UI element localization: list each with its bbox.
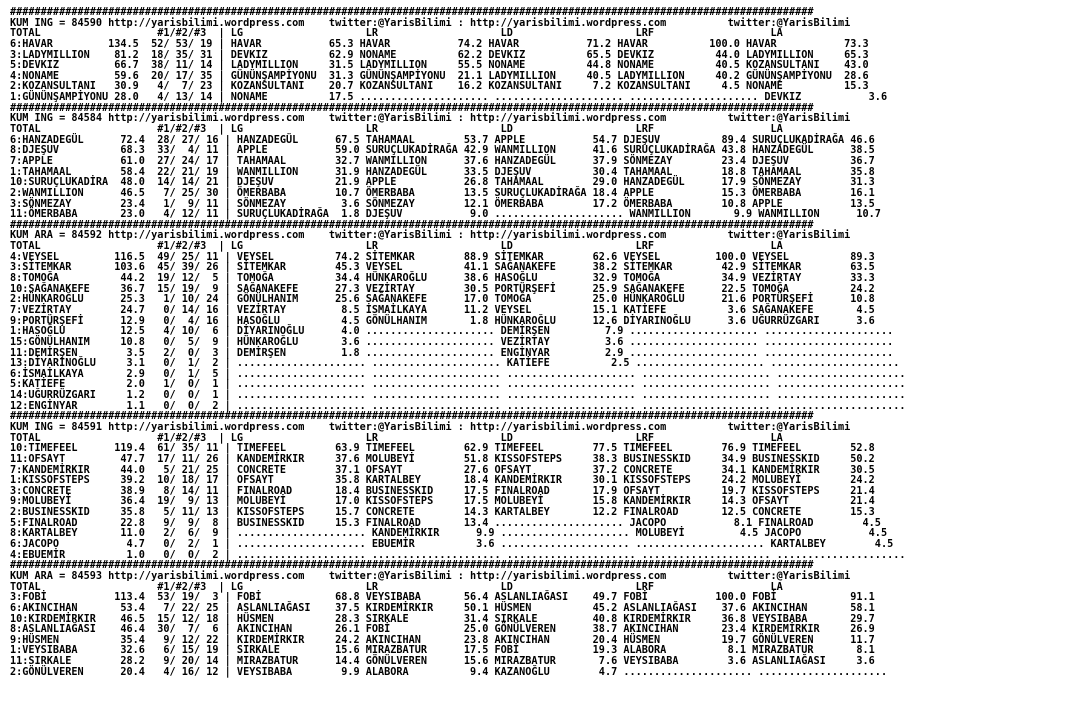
data-row: 8:ASLANLIAĞASI 46.4 30/ 7/ 6 | AKINCIHAN 26.1 FOBİ 25.0 GÖNÜLVEREN 38.7 AKINCIHAN 23.4 KIRDEMİRKIR 26.9 <box>10 624 875 636</box>
column-header-line: TOTAL #1/#2/#3 | LG LR LD LRF LA <box>10 241 783 253</box>
column-header-line: TOTAL #1/#2/#3 | LG LR LD LRF LA <box>10 581 783 593</box>
data-row: 4:NONAME 59.6 20/ 17/ 35 | GÜNÜNŞAMPİYONU 31.3 GÜNÜNŞAMPİYONU 21.1 LADYMILLION 40.5 LADYMILLION 40.2 GÜNÜNŞAMPİYONU 28.6 <box>10 70 869 82</box>
separator-line: ################################################################################################################################### <box>10 102 814 114</box>
data-row: 11:OFSAYT 47.7 17/ 11/ 26 | KANDEMİRKIR 37.6 MOLUBEYİ 51.8 KISSOFSTEPS 38.3 BUSINESSKID 34.9 BUSINESSKID 50.2 <box>10 453 875 465</box>
column-header-line: TOTAL #1/#2/#3 | LG LR LD LRF LA <box>10 28 783 40</box>
data-row: 3:SİTEMKAR 103.6 45/ 39/ 26 | SİTEMKAR 45.3 VEYSEL 41.1 SAĞANAKEFE 38.2 SİTEMKAR 42.9 SİTEMKAR 63.5 <box>10 262 875 274</box>
data-row: 15:GÖNÜLHANIM 10.8 0/ 5/ 9 | HÜNKAROĞLU 3.6 ..................... VEZİRTAY 3.6 ..................... ..................... <box>10 336 894 348</box>
data-row: 1:GÜNÜNŞAMPİYONU 28.0 4/ 13/ 14 | NONAME 17.5 ..................... ..................... ..................... DEVKIZ 3.6 <box>10 92 888 104</box>
data-row: 9:HÜSMEN 35.4 9/ 12/ 22 | KIRDEMİRKIR 24.2 AKINCIHAN 23.8 AKINCIHAN 20.4 HÜSMEN 19.7 GÖNÜLVEREN 11.7 <box>10 634 875 646</box>
data-row: 5:FINALROAD 22.8 9/ 9/ 8 | BUSINESSKID 15.3 FINALROAD 13.4 ..................... JACOPO 8.1 FINALROAD 4.5 <box>10 517 881 529</box>
data-row: 7:APPLE 61.0 27/ 24/ 17 | TAHAMAAL 32.7 WANMILLION 37.6 HANZADEGÜL 37.9 SÖNMEZAY 23.4 DJEŞUV 36.7 <box>10 155 875 167</box>
data-row: 6:HANZADEGÜL 72.4 28/ 27/ 16 | HANZADEGÜL 67.5 TAHAMAAL 53.7 APPLE 54.7 DJEŞUV 89.4 SURUÇLUKADİRAĞA 46.6 <box>10 134 875 146</box>
data-row: 6:İSMAİLKAYA 2.9 0/ 1/ 5 | ..................... ..................... ..................... ..................... ..................... <box>10 368 906 380</box>
data-row: 10:TIMEFEEL 119.4 61/ 35/ 11 | TIMEFEEL 63.9 TIMEFEEL 62.9 TIMEFEEL 77.5 TIMEFEEL 76.9 TIMEFEEL 52.8 <box>10 443 875 455</box>
data-row: 1:KISSOFSTEPS 39.2 10/ 18/ 17 | OFSAYT 35.8 KARTALBEY 18.4 KANDEMİRKIR 30.1 KISSOFSTEPS 24.2 MOLUBEYİ 24.2 <box>10 475 875 487</box>
data-row: 7:KANDEMİRKIR 44.0 5/ 21/ 25 | CONCRETE 37.1 OFSAYT 27.6 OFSAYT 37.2 CONCRETE 34.1 KANDEMİRKIR 30.5 <box>10 464 875 476</box>
data-row: 8:DJEŞUV 68.3 33/ 4/ 11 | APPLE 59.0 SURUÇLUKADİRAĞA 42.9 WANMILLION 41.6 SURUÇLUKADİRAĞA 43.8 HANZADEGÜL 38.5 <box>10 145 875 157</box>
race-header-line: KUM ING = 84590 http://yarisbilimi.wordpress.com twitter:@YarisBilimi : http://yarisbilimi.wordpress.com twitter:@YarisBilimi <box>10 17 851 29</box>
data-row: 3:FOBİ 113.4 53/ 19/ 3 | FOBİ 68.8 VEYSIBABA 56.4 ASLANLIAĞASI 49.7 FOBİ 100.0 FOBİ 91.1 <box>10 592 875 604</box>
data-row: 11:ÖMERBABA 23.0 4/ 12/ 11 | SURUÇLUKADİRAĞA 1.8 DJEŞUV 9.0 ..................... WANMILLION 9.9 WANMILLION 10.7 <box>10 209 881 221</box>
data-row: 2:KOZANSULTANI 30.9 4/ 7/ 23 | KOZANSULTANI 20.7 KOZANSULTANI 16.2 KOZANSULTANI 7.2 KOZANSULTANI 4.5 NONAME 15.3 <box>10 81 869 93</box>
data-row: 6:AKINCIHAN 53.4 7/ 22/ 25 | ASLANLIAĞASI 37.5 KIRDEMİRKIR 50.1 HÜSMEN 45.2 ASLANLIAĞASI 37.6 AKINCIHAN 58.1 <box>10 602 875 614</box>
data-row: 4:VEYSEL 116.5 49/ 25/ 11 | VEYSEL 74.2 SİTEMKAR 88.9 SİTEMKAR 62.6 VEYSEL 100.0 VEYSEL 89.3 <box>10 251 875 263</box>
separator-line: ################################################################################################################################### <box>10 219 814 231</box>
data-row: 12:ENGİNYAR 1.1 0/ 0/ 2 | ..................... ..................... ..................... ..................... ..................... <box>10 400 906 412</box>
race-header-line: KUM ING = 84591 http://yarisbilimi.wordpress.com twitter:@YarisBilimi : http://yarisbilimi.wordpress.com twitter:@YarisBilimi <box>10 421 851 433</box>
data-row: 8:TOMOĞA 44.2 19/ 12/ 5 | TOMOĞA 34.4 HÜNKAROĞLU 38.6 HASOĞLU 32.9 TOMOĞA 34.9 VEZİRTAY 33.3 <box>10 273 875 285</box>
separator-line: ################################################################################################################################### <box>10 7 814 18</box>
data-row: 9:MOLUBEYİ 36.4 19/ 9/ 13 | MOLUBEYİ 17.0 KISSOFSTEPS 17.5 MOLUBEYİ 15.8 KANDEMİRKIR 14.3 OFSAYT 21.4 <box>10 496 875 508</box>
race-header-line: KUM ARA = 84592 http://yarisbilimi.wordpress.com twitter:@YarisBilimi : http://yarisbilimi.wordpress.com twitter:@YarisBilimi <box>10 230 851 242</box>
data-row: 11:DEMİRŞEN 3.5 2/ 0/ 3 | DEMİRŞEN 1.8 ..................... ENGİNYAR 2.9 ..................... ..................... <box>10 347 894 359</box>
data-row: 6:HAVAR 134.5 52/ 53/ 19 | HAVAR 65.3 HAVAR 74.2 HAVAR 71.2 HAVAR 100.0 HAVAR 73.3 <box>10 38 869 50</box>
data-row: 3:LADYMILLION 81.2 18/ 35/ 31 | DEVKIZ 62.9 NONAME 62.2 DEVKIZ 65.5 DEVKIZ 44.0 LADYMILLION 65.3 <box>10 49 869 61</box>
data-row: 1:HASOĞLU 12.5 4/ 10/ 6 | DİYARINOĞLU 4.0 ..................... DEMİRŞEN 7.9 ..................... ..................... <box>10 326 894 338</box>
data-row: 3:CONCRETE 38.9 8/ 14/ 11 | FINALROAD 18.4 BUSINESSKID 17.5 FINALROAD 17.9 OFSAYT 19.7 KISSOFSTEPS 21.4 <box>10 485 875 497</box>
data-row: 14:UĞURRÜZGARI 1.2 0/ 0/ 1 | ..................... ..................... ..................... ..................... ..................... <box>10 390 906 402</box>
data-row: 2:GÖNÜLVEREN 20.4 4/ 16/ 12 | VEYSIBABA 9.9 ALABORA 9.4 KAZANOĞLU 4.7 ..................... ..................... <box>10 666 888 678</box>
data-row: 11:SIRKALE 28.2 9/ 20/ 14 | MIRAZBATUR 14.4 GÖNÜLVEREN 15.6 MIRAZBATUR 7.6 VEYSIBABA 3.6 ASLANLIAĞASI 3.6 <box>10 656 875 668</box>
data-row: 5:DEVKIZ 66.7 38/ 11/ 14 | LADYMILLION 31.5 LADYMILLION 55.5 NONAME 44.8 NONAME 40.5 KOZANSULTANI 43.0 <box>10 60 869 72</box>
data-row: 2:WANMILLION 46.5 7/ 25/ 30 | ÖMERBABA 10.7 ÖMERBABA 13.5 SURUÇLUKADİRAĞA 18.4 APPLE 15.3 ÖMERBABA 16.1 <box>10 187 875 199</box>
data-row: 1:VEYSIBABA 32.6 6/ 15/ 19 | SIRKALE 15.6 MIRAZBATUR 17.5 FOBİ 19.3 ALABORA 8.1 MIRAZBATUR 8.1 <box>10 645 875 657</box>
data-row: 2:BUSINESSKID 35.8 5/ 11/ 13 | KISSOFSTEPS 15.7 CONCRETE 14.3 KARTALBEY 12.2 FINALROAD 12.5 CONCRETE 15.3 <box>10 507 875 519</box>
separator-line: ################################################################################################################################### <box>10 411 814 423</box>
column-header-line: TOTAL #1/#2/#3 | LG LR LD LRF LA <box>10 432 783 444</box>
data-row: 8:KARTALBEY 11.0 2/ 6/ 9 | ..................... KANDEMİRKIR 9.9 ..................... MOLUBEYİ 4.5 JACOPO 4.5 <box>10 528 888 540</box>
race-header-line: KUM ARA = 84593 http://yarisbilimi.wordpress.com twitter:@YarisBilimi : http://yarisbilimi.wordpress.com twitter:@YarisBilimi <box>10 570 851 582</box>
data-row: 2:HÜNKAROĞLU 25.3 1/ 10/ 24 | GÖNÜLHANIM 25.6 SAĞANAKEFE 17.0 TOMOĞA 25.0 HÜNKAROĞLU 21.6 PORTÜRŞEFİ 10.8 <box>10 294 875 306</box>
column-header-line: TOTAL #1/#2/#3 | LG LR LD LRF LA <box>10 124 783 136</box>
data-row: 10:KIRDEMİRKIR 46.5 15/ 12/ 18 | HÜSMEN 28.3 SIRKALE 31.4 SIRKALE 40.8 KIRDEMİRKIR 36.8 VEYSIBABA 29.7 <box>10 613 875 625</box>
data-row: 9:PORTÜRŞEFİ 12.9 0/ 4/ 16 | HASOĞLU 4.5 GÖNÜLHANIM 1.8 HÜNKAROĞLU 12.6 DİYARINOĞLU 3.6 UĞURRÜZGARI 3.6 <box>10 315 875 327</box>
data-row: 10:SURUÇLUKADİRA 48.0 14/ 14/ 21 | DJEŞUV 21.9 APPLE 26.8 TAHAMAAL 29.0 HANZADEGÜL 17.9 SÖNMEZAY 31.3 <box>10 177 875 189</box>
data-row: 5:KATİEFE 2.0 1/ 0/ 1 | ..................... ..................... ..................... ..................... ..................... <box>10 379 906 391</box>
data-row: 10:SAĞANAKEFE 36.7 15/ 19/ 9 | SAĞANAKEFE 27.3 VEZİRTAY 30.5 PORTÜRŞEFİ 25.9 SAĞANAKEFE 22.5 TOMOĞA 24.2 <box>10 283 875 295</box>
data-row: 1:TAHAMAAL 58.4 22/ 21/ 19 | WANMILLION 31.9 HANZADEGÜL 33.5 DJEŞUV 30.4 TAHAMAAL 18.8 TAHAMAAL 35.8 <box>10 166 875 178</box>
data-row: 3:SÖNMEZAY 23.4 1/ 9/ 11 | SÖNMEZAY 3.6 SÖNMEZAY 12.1 ÖMERBABA 17.2 ÖMERBABA 10.8 APPLE 13.5 <box>10 198 875 210</box>
separator-line: ################################################################################################################################### <box>10 560 814 572</box>
race-header-line: KUM ING = 84584 http://yarisbilimi.wordpress.com twitter:@YarisBilimi : http://yarisbilimi.wordpress.com twitter:@YarisBilimi <box>10 113 851 125</box>
data-row: 13:DİYARINOĞLU 3.1 0/ 1/ 2 | ..................... ..................... KATİEFE 2.5 ..................... ..................... <box>10 358 900 370</box>
data-row: 6:JACOPO 4.7 0/ 2/ 1 | ..................... EBUEMİR 3.6 ..................... ..................... KARTALBEY 4.5 <box>10 539 894 551</box>
data-row: 7:VEZİRTAY 24.7 0/ 14/ 16 | VEZİRTAY 8.5 İSMAİLKAYA 11.2 VEYSEL 15.1 KATİEFE 3.6 SAĞANAKEFE 4.5 <box>10 304 875 316</box>
data-row: 4:EBUEMİR 1.0 0/ 0/ 2 | ..................... ..................... ..................... ..................... ..................... <box>10 549 906 561</box>
